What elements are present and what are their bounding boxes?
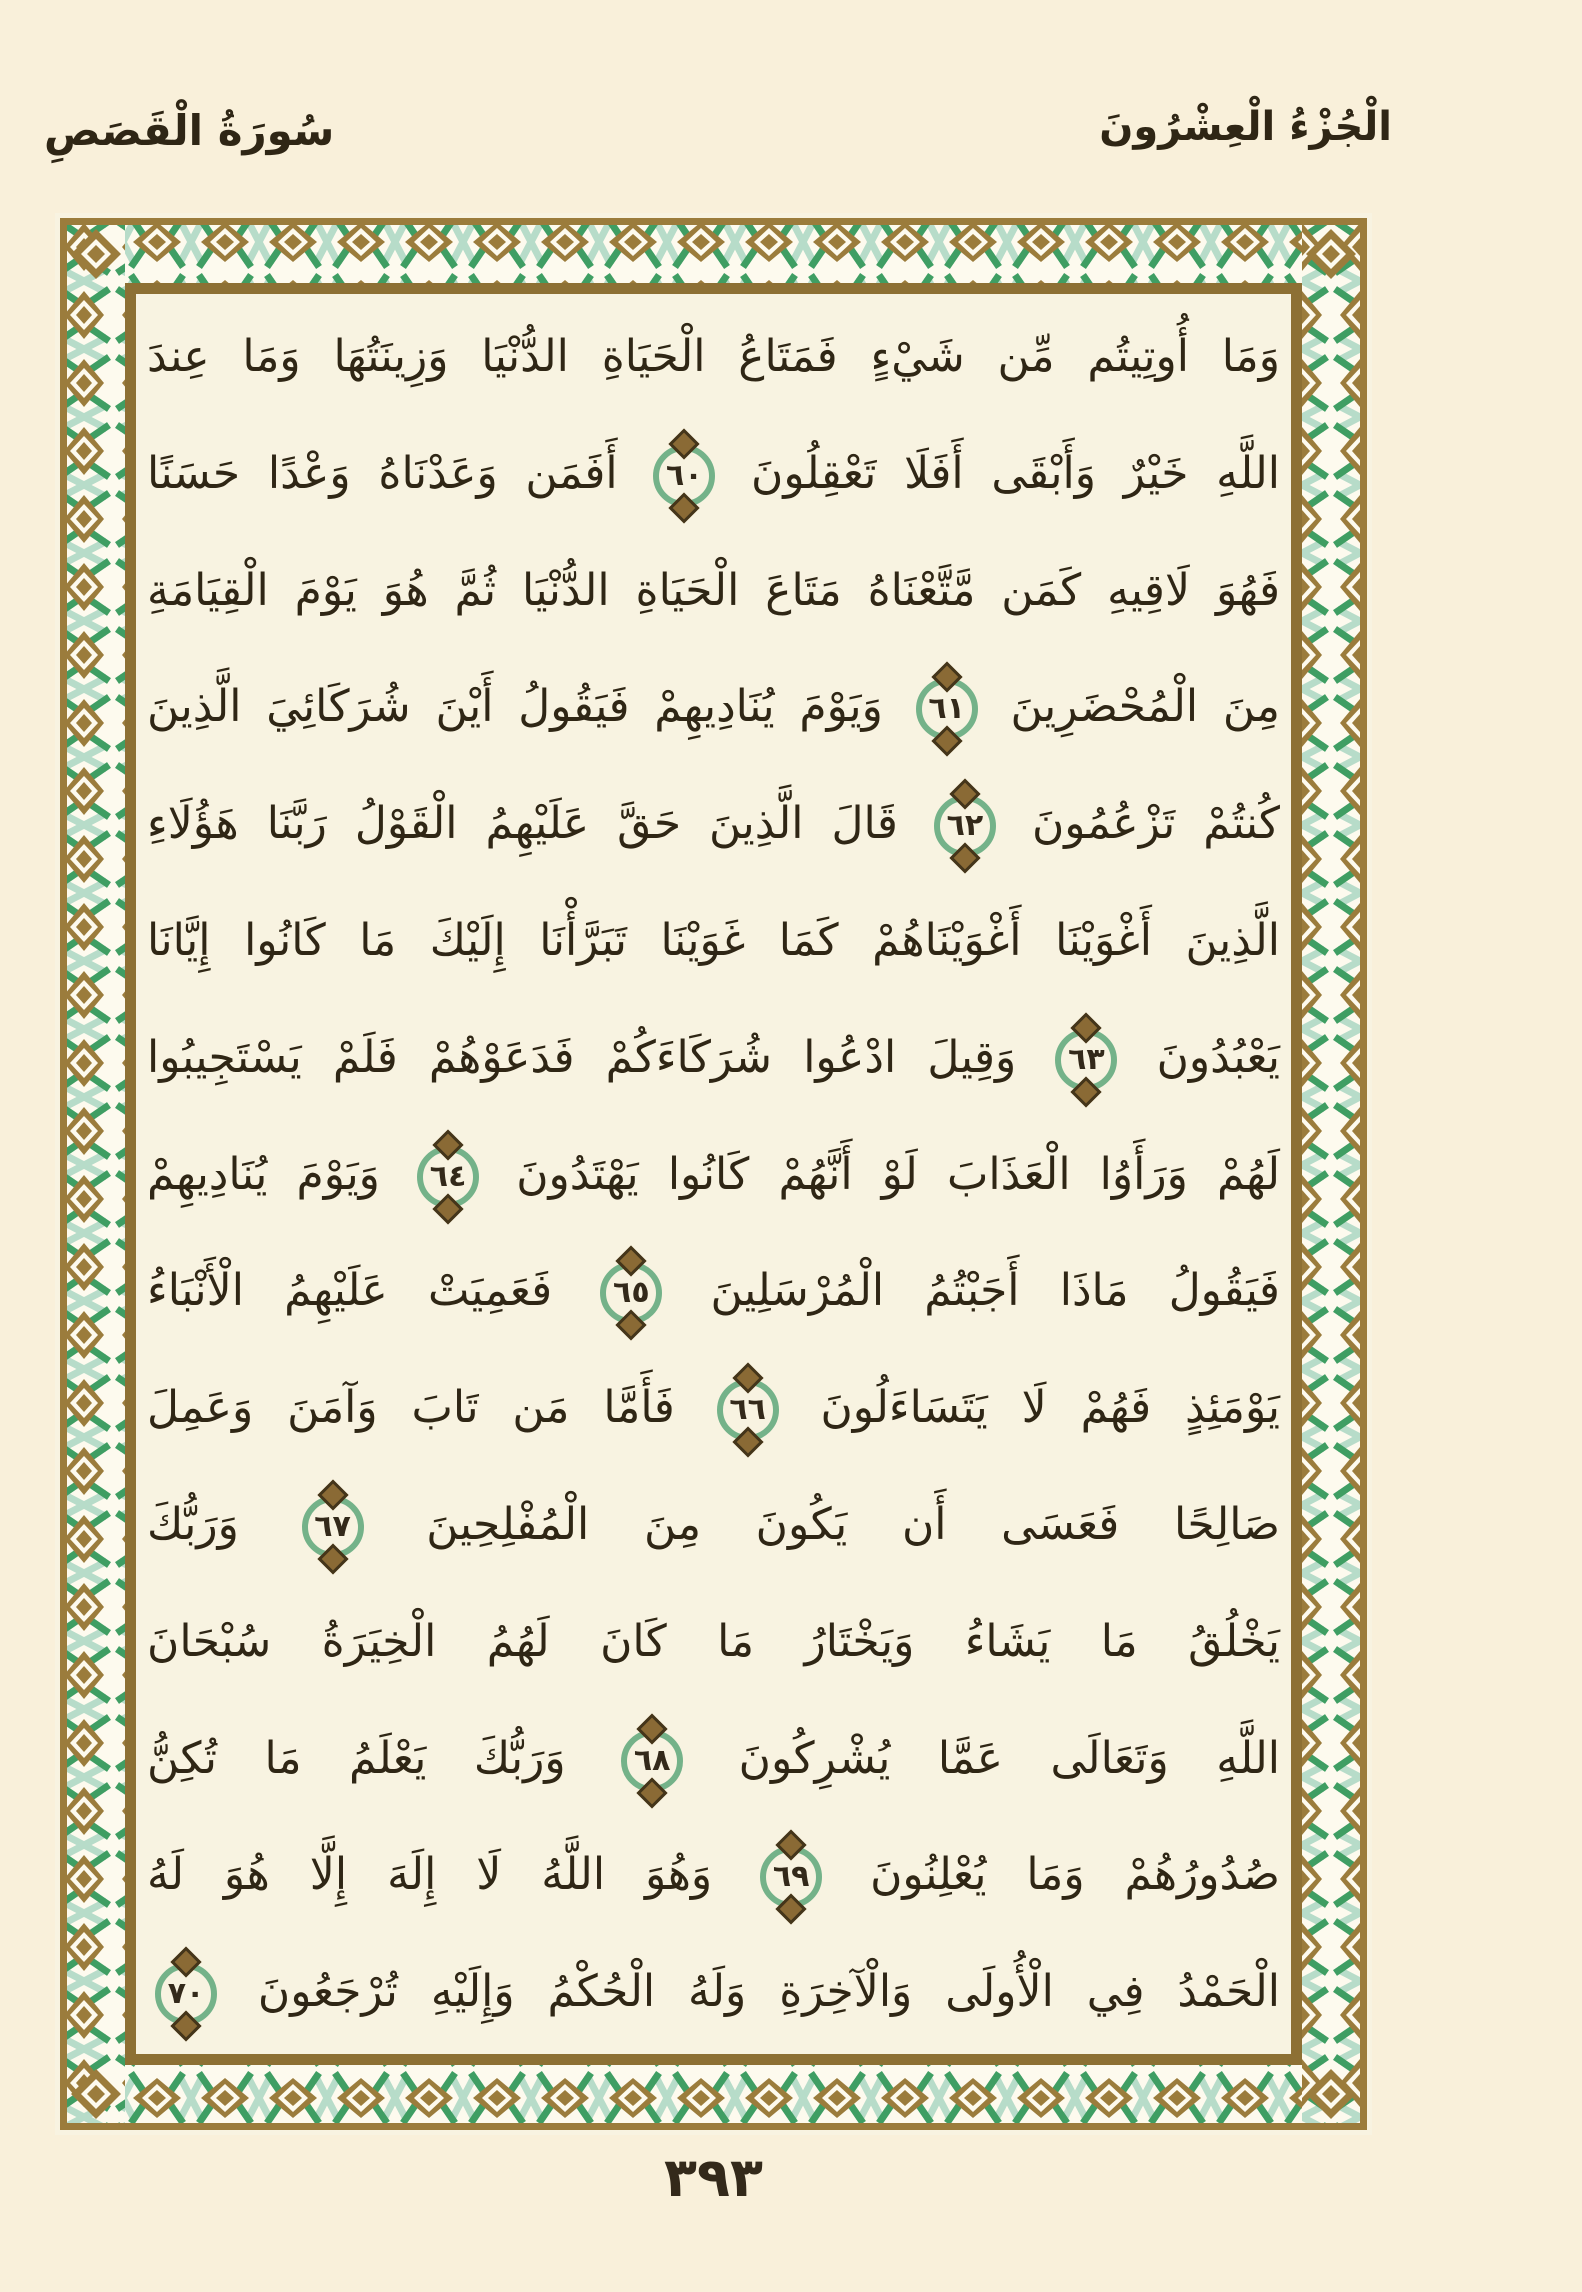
ayah-number: ٦٢: [946, 808, 984, 844]
ayah-text: يَوْمَئِذٍ فَهُمْ لَا يَتَسَاءَلُونَ: [820, 1382, 1280, 1434]
ayah-end-marker: [653, 445, 715, 507]
quran-line: [147, 1233, 1280, 1350]
ayah-text: فَيَقُولُ مَاذَا أَجَبْتُمُ الْمُرْسَلِينَ: [710, 1265, 1280, 1317]
ayah-end-marker: [621, 1730, 683, 1792]
ayah-number: ٦٨: [633, 1742, 671, 1778]
ayah-number: ٦١: [928, 691, 965, 727]
ayah-text: اللَّهِ خَيْرٌ وَأَبْقَى أَفَلَا تَعْقِلُونَ: [751, 447, 1280, 499]
ayah-text: يَخْلُقُ مَا يَشَاءُ وَيَخْتَارُ مَا كَانَ لَهُمُ الْخِيَرَةُ سُبْحَانَ: [147, 1615, 1280, 1667]
ayah-text: الْحَمْدُ فِي الْأُولَى وَالْآخِرَةِ وَلَهُ الْحُكْمُ وَإِلَيْهِ تُرْجَعُونَ: [257, 1966, 1280, 2018]
quran-line: [147, 1117, 1280, 1234]
ayah-end-marker: [417, 1146, 479, 1208]
ayah-end-marker: [600, 1262, 662, 1324]
ayah-end-marker: [934, 795, 996, 857]
ayah-text: قَالَ الَّذِينَ حَقَّ عَلَيْهِمُ الْقَوْلُ رَبَّنَا هَؤُلَاءِ: [147, 798, 898, 850]
ayah-text: لَهُمْ وَرَأَوُا الْعَذَابَ لَوْ أَنَّهُمْ كَانُوا يَهْتَدُونَ: [516, 1148, 1280, 1200]
ayah-text: وَقِيلَ ادْعُوا شُرَكَاءَكُمْ فَدَعَوْهُمْ فَلَمْ يَسْتَجِيبُوا: [147, 1031, 1017, 1083]
quran-line: [147, 1701, 1280, 1818]
ayah-text: وَرَبُّكَ: [147, 1498, 239, 1550]
juz-title: الْجُزْءُ الْعِشْرُونَ: [1099, 104, 1392, 150]
ayah-number: ٦٩: [772, 1859, 810, 1895]
ayah-number: ٦٠: [666, 457, 703, 493]
ayah-end-marker: [916, 678, 978, 740]
ayah-text: مِنَ الْمُحْضَرِينَ: [1010, 681, 1280, 733]
quran-line: [147, 1817, 1280, 1934]
ayah-text: صَالِحًا فَعَسَى أَن يَكُونَ مِنَ الْمُفْلِحِينَ: [426, 1498, 1280, 1550]
quran-line: [147, 883, 1280, 1000]
quran-line: [147, 1350, 1280, 1467]
ayah-text: وَيَوْمَ يُنَادِيهِمْ: [147, 1148, 380, 1200]
ayah-end-marker: [760, 1846, 822, 1908]
ayah-text: وَرَبُّكَ يَعْلَمُ مَا تُكِنُّ: [147, 1732, 566, 1784]
ayah-number: ٦٧: [314, 1508, 351, 1544]
ayah-end-marker: [1055, 1029, 1117, 1091]
ayah-text: الَّذِينَ أَغْوَيْنَا أَغْوَيْنَاهُمْ كَمَا غَوَيْنَا تَبَرَّأْنَا إِلَيْكَ مَا كَانُوا إِيَّانَا: [147, 914, 1280, 966]
page-frame: [55, 213, 1372, 2135]
quran-line: [147, 1467, 1280, 1584]
page-number: ٣٩٣: [664, 2146, 763, 2209]
ayah-text: فَعَمِيَتْ عَلَيْهِمُ الْأَنْبَاءُ: [147, 1265, 553, 1317]
quran-line: [147, 766, 1280, 883]
quran-line: [147, 1934, 1280, 2051]
ayah-number: ٦٦: [729, 1392, 766, 1428]
ayah-text: يَعْبُدُونَ: [1156, 1031, 1280, 1083]
quran-line: [147, 533, 1280, 650]
ayah-number: ٦٤: [429, 1158, 467, 1194]
quran-line: [147, 299, 1280, 416]
ayah-number: ٧٠: [167, 1976, 205, 2012]
ayah-end-marker: [717, 1379, 779, 1441]
ayah-text: كُنتُمْ تَزْعُمُونَ: [1031, 798, 1280, 850]
ayah-text: وَيَوْمَ يُنَادِيهِمْ فَيَقُولُ أَيْنَ شُرَكَائِيَ الَّذِينَ: [147, 681, 883, 733]
ayah-end-marker: [155, 1963, 217, 2025]
ayah-text: وَهُوَ اللَّهُ لَا إِلَهَ إِلَّا هُوَ لَهُ: [147, 1849, 713, 1901]
ayah-text: فَهُوَ لَاقِيهِ كَمَن مَّتَّعْنَاهُ مَتَاعَ الْحَيَاةِ الدُّنْيَا ثُمَّ هُوَ يَوْمَ الْقِيَامَةِ: [147, 564, 1280, 616]
quran-line: [147, 1584, 1280, 1701]
ayah-text: فَأَمَّا مَن تَابَ وَآمَنَ وَعَمِلَ: [147, 1382, 675, 1434]
quran-line: [147, 1000, 1280, 1117]
ayah-number: ٦٣: [1068, 1041, 1105, 1077]
ayah-end-marker: [302, 1496, 364, 1558]
ayah-number: ٦٥: [613, 1275, 650, 1311]
ayah-text: وَمَا أُوتِيتُم مِّن شَيْءٍ فَمَتَاعُ الْحَيَاةِ الدُّنْيَا وَزِينَتُهَا وَمَا عِندَ: [147, 331, 1280, 382]
ayah-text: أَفَمَن وَعَدْنَاهُ وَعْدًا حَسَنًا: [147, 447, 618, 499]
ayah-text: صُدُورُهُمْ وَمَا يُعْلِنُونَ: [870, 1849, 1280, 1901]
quran-line: [147, 649, 1280, 766]
surah-title: سُورَةُ الْقَصَصِ: [44, 106, 335, 155]
quran-text-block: [147, 299, 1280, 2051]
quran-line: [147, 416, 1280, 533]
ayah-text: اللَّهِ وَتَعَالَى عَمَّا يُشْرِكُونَ: [738, 1732, 1280, 1784]
